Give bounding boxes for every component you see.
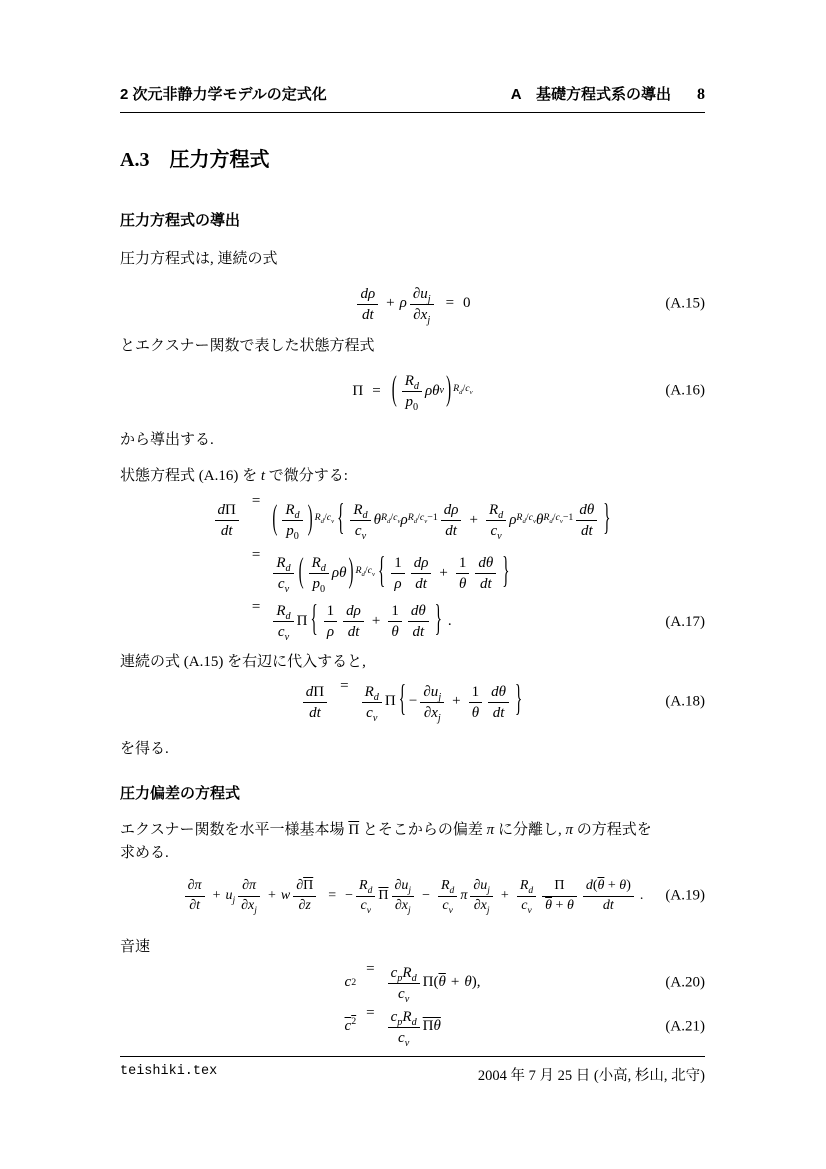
section-number: A.3 bbox=[120, 149, 150, 171]
equals-sign: = bbox=[251, 547, 261, 563]
paragraph-differentiate: 状態方程式 (A.16) を t で微分する: bbox=[120, 467, 348, 484]
equation-a17-line2-rhs: $\frac{R_d}{c_v}$ ( $\frac{R_d}{p_0}$ ρθ ) $R_d/c_v$ { $\frac{1}{\rho}$ $\frac{d\rho}{dt}$ + $\frac{1}{\theta}$ $\frac{d\theta}{dt}$ } bbox=[270, 547, 512, 599]
equation-a20-lhs: c 2 bbox=[344, 974, 357, 990]
equals-sign: = bbox=[366, 1004, 375, 1021]
equation-a21-label: (A.21) bbox=[665, 1018, 705, 1034]
section-title: 圧力方程式 bbox=[169, 149, 270, 171]
equation-a16 bbox=[120, 363, 705, 419]
equation-a15-label: (A.15) bbox=[665, 295, 705, 311]
equation-a17-label: (A.17) bbox=[665, 614, 705, 630]
paragraph-substitute: 連続の式 (A.15) を右辺に代入すると, bbox=[120, 654, 366, 670]
paragraph-exner-separation: エクスナー関数を水平一様基本場 $\overline{\Pi}$ とそこからの偏差 π に分離し, π の方程式を 求める. bbox=[120, 822, 652, 861]
equals-sign: = bbox=[251, 493, 261, 509]
equals-sign: = bbox=[251, 599, 261, 615]
equation-a17-line3-rhs: $\frac{R_d}{c_v}$ Π { $\frac{1}{\rho}$ $\frac{d\rho}{dt}$ + $\frac{1}{\theta}$ $\frac{d\theta}{dt}$ } . bbox=[270, 599, 451, 643]
equation-a17-line1-rhs: ( $\frac{R_d}{p_0}$ ) $R_d/c_v$ { $\frac{R_d}{c_v}$ θ $R_d/c_v$ ρ $R_d/c_v-1$ $\frac{d\rho}{dt}$ + $\frac{R_d}{c_v}$ ρ $R_d/c_v$ θ $R_d/c_v-1$ $\frac{d\theta}{dt}$ } bbox=[272, 499, 611, 542]
equation-a16-label: (A.16) bbox=[665, 382, 705, 399]
paragraph-state-equation: とエクスナー関数で表した状態方程式 bbox=[120, 337, 375, 354]
subsection-heading-deviation: 圧力偏差の方程式 bbox=[120, 785, 241, 802]
section-heading bbox=[120, 143, 705, 172]
equation-a18-rhs: $\frac{R_d}{c_v}$ Π { − $\frac{\partial u_j}{\partial x_j}$ + $\frac{1}{\theta}$ $\frac{d\theta}{dt}$ } bbox=[359, 678, 526, 726]
equation-a17-line1-lhs: $\frac{d\Pi}{dt}$ bbox=[212, 493, 242, 547]
equation-a15 bbox=[120, 281, 705, 327]
equation-a19-label: (A.19) bbox=[665, 887, 705, 904]
header-left-title: 2 次元非静力学モデルの定式化 bbox=[120, 86, 327, 103]
equation-a17-grid bbox=[120, 493, 705, 643]
equation-a18-grid bbox=[120, 678, 705, 726]
page-footer bbox=[120, 1056, 705, 1085]
page-header bbox=[120, 83, 705, 113]
paragraph-intro-continuity: 圧力方程式は, 連続の式 bbox=[120, 251, 278, 267]
equation-a17 bbox=[120, 493, 705, 643]
paragraph-derive-from: から導出する. bbox=[120, 432, 214, 448]
footer-filename: teishiki.tex bbox=[120, 1064, 218, 1079]
footer-date-authors: 2004 年 7 月 25 日 (小高, 杉山, 北守) bbox=[477, 1068, 705, 1084]
equation-a16-formula: Π = ( $\frac{R_d}{p_0}$ ρθ v ) $R_d/c_v$ bbox=[352, 371, 473, 413]
equation-a20-a21-grid bbox=[120, 961, 705, 1049]
equation-a18 bbox=[120, 678, 705, 726]
subsection-heading-derivation: 圧力方程式の導出 bbox=[120, 212, 241, 229]
equation-a19-formula: $\frac{\partial\pi}{\partial t}$ + $u_j$ $\frac{\partial\pi}{\partial x_j}$ + w $\frac{\partial\overline{\Pi}}{\partial z}$ = − $\frac{R_d}{c_v}$ $\overline{\Pi}$ $\frac{\partial u_j}{\partial x_j}$ − $\frac{R_d}{c_v}$ π $\frac{\partial u_j}{\partial x_j}$ + $\frac{R_d}{c_v}$ $\frac{\Pi}{\overline{\theta} + \theta}$ $\frac{d(\overline{\theta} + \theta)}{dt}$ . bbox=[182, 877, 644, 915]
equals-sign: = bbox=[340, 677, 349, 694]
page-content bbox=[0, 83, 826, 1049]
header-page-number: 8 bbox=[697, 86, 705, 103]
equation-a18-lhs: $\frac{d\Pi}{dt}$ bbox=[300, 678, 330, 726]
equation-a20-rhs: $\frac{c_pR_d}{c_v}$ Π( $\overline{\theta}$ + θ ), bbox=[385, 961, 481, 1005]
equation-a20-a21 bbox=[120, 961, 705, 1049]
paragraph-sound-speed: 音速 bbox=[120, 939, 151, 955]
header-right bbox=[511, 83, 705, 104]
equation-a21-rhs: $\frac{c_pR_d}{c_v}$ Πθ bbox=[385, 1005, 441, 1049]
paragraph-obtain: を得る. bbox=[120, 740, 169, 757]
equation-a15-formula: $\frac{d\rho}{dt}$ + ρ $\frac{\partial u_j}{\partial x_j}$ = 0 bbox=[354, 284, 470, 324]
header-right-title: A 基礎方程式系の導出 bbox=[510, 86, 671, 103]
equation-a19 bbox=[120, 870, 705, 922]
equation-a18-label: (A.18) bbox=[665, 693, 705, 709]
equation-a20-label: (A.20) bbox=[665, 974, 705, 990]
equation-a21-lhs: $c^2$ bbox=[344, 1016, 357, 1034]
equals-sign: = bbox=[366, 960, 375, 977]
